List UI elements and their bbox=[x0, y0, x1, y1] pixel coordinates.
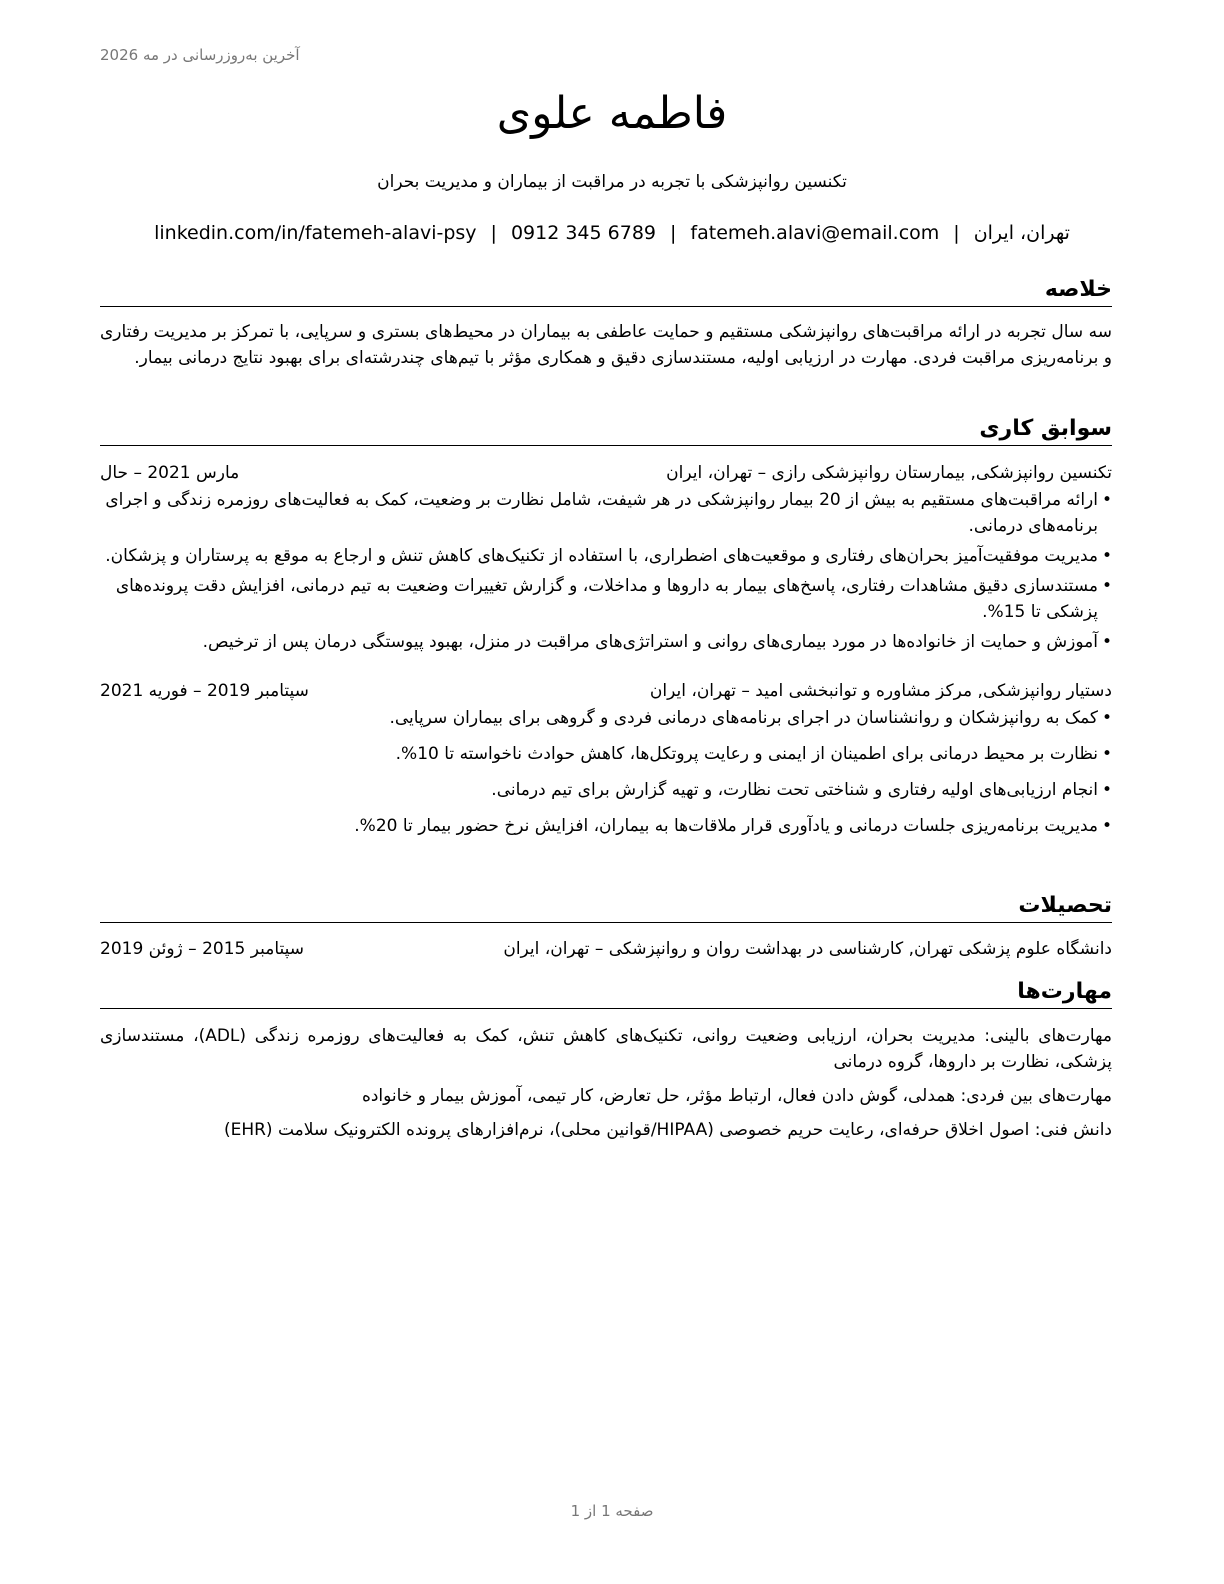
job-bullets bbox=[100, 705, 1112, 839]
skill-line: مهارت‌های بالینی: مدیریت بحران، ارزیابی وضعیت روانی، تکنیک‌های کاهش تنش، کمک به فعالیت‌های روزمره زندگی (ADL)، مستندسازی پزشکی، نظارت بر داروها، گروه درمانی bbox=[100, 1026, 1112, 1072]
skill-line: مهارت‌های بین فردی: همدلی، گوش دادن فعال، ارتباط مؤثر، حل تعارض، کار تیمی، آموزش بیمار و خانواده bbox=[361, 1086, 1112, 1106]
job-bullet: • کمک به روانپزشکان و روانشناسان در اجرای برنامه‌های درمانی فردی و گروهی برای بیماران سرپایی. bbox=[100, 705, 1112, 731]
contact-separator: | bbox=[670, 222, 677, 244]
contact-email[interactable]: fatemeh.alavi@email.com bbox=[690, 222, 940, 244]
last-updated-note: آخرین به‌روزرسانی در مه 2026 bbox=[100, 46, 300, 64]
job-bullet: • مدیریت برنامه‌ریزی جلسات درمانی و یادآوری قرار ملاقات‌ها به بیماران، افزایش نرخ حضور بیمار تا 20%. bbox=[100, 813, 1112, 839]
education-section bbox=[100, 892, 1112, 963]
job-dates: سپتامبر 2019 – فوریه 2021 bbox=[100, 681, 309, 701]
skills-heading: مهارت‌ها bbox=[100, 978, 1112, 1009]
page-number: صفحه 1 از 1 bbox=[570, 1502, 654, 1520]
job-bullet: • انجام ارزیابی‌های اولیه رفتاری و شناختی تحت نظارت، و تهیه گزارش برای تیم درمانی. bbox=[100, 777, 1112, 803]
job-dates: مارس 2021 – حال bbox=[100, 463, 240, 483]
summary-section bbox=[100, 276, 1112, 371]
skills-list bbox=[100, 1023, 1112, 1143]
education-entry bbox=[100, 935, 1112, 963]
experience-heading: سوابق کاری bbox=[100, 415, 1112, 446]
contact-linkedin[interactable]: linkedin.com/in/fatemeh-alavi-psy bbox=[154, 222, 477, 244]
education-dates: سپتامبر 2015 – ژوئن 2019 bbox=[100, 939, 305, 959]
skill-line: دانش فنی: اصول اخلاق حرفه‌ای، رعایت حریم خصوصی (HIPAA/قوانین محلی)، نرم‌افزارهای پرونده الکترونیک سلامت (EHR) bbox=[223, 1120, 1112, 1140]
contact-separator: | bbox=[490, 222, 497, 244]
skills-section bbox=[100, 978, 1112, 1151]
experience-section bbox=[100, 415, 1112, 849]
job-header bbox=[100, 459, 1112, 487]
job-entry bbox=[100, 459, 1112, 655]
education-heading: تحصیلات bbox=[100, 892, 1112, 923]
job-bullet: • آموزش و حمایت از خانواده‌ها در مورد بیماری‌های روانی و استراتژی‌های مراقبت در منزل، بهبود پیوستگی درمان پس از ترخیص. bbox=[100, 629, 1112, 655]
job-bullet: • مستندسازی دقیق مشاهدات رفتاری، پاسخ‌های بیمار به داروها و مداخلات، و گزارش تغییرات وضعیت به تیم درمانی، افزایش دقت پرونده‌های پزشکی تا 15%. bbox=[100, 573, 1112, 625]
job-bullet: • مدیریت موفقیت‌آمیز بحران‌های رفتاری و موقعیت‌های اضطراری، با استفاده از تکنیک‌های کاهش تنش و ارجاع به موقع به پرستاران و پزشکان. bbox=[100, 543, 1112, 569]
summary-heading: خلاصه bbox=[100, 276, 1112, 307]
contact-location: تهران، ایران bbox=[973, 222, 1070, 244]
job-entry bbox=[100, 677, 1112, 839]
education-title: دانشگاه علوم پزشکی تهران, کارشناسی در بهداشت روان و روانپزشکی – تهران، ایران bbox=[503, 939, 1112, 959]
job-title: دستیار روانپزشکی, مرکز مشاوره و توانبخشی امید – تهران، ایران bbox=[649, 681, 1112, 701]
contact-line bbox=[0, 222, 1224, 244]
candidate-name: فاطمه علوی bbox=[496, 88, 728, 139]
contact-separator: | bbox=[953, 222, 960, 244]
contact-phone[interactable]: 0912 345 6789 bbox=[510, 222, 657, 244]
job-bullet: • ارائه مراقبت‌های مستقیم به بیش از 20 بیمار روانپزشکی در هر شیفت، شامل نظارت بر وضعیت، کمک به فعالیت‌های روزمره زندگی و اجرای برنامه‌های درمانی. bbox=[100, 487, 1112, 539]
job-bullets bbox=[100, 487, 1112, 655]
job-bullet: • نظارت بر محیط درمانی برای اطمینان از ایمنی و رعایت پروتکل‌ها، کاهش حوادث ناخواسته تا 10%. bbox=[100, 741, 1112, 767]
job-title: تکنسین روانپزشکی, بیمارستان روانپزشکی رازی – تهران، ایران bbox=[666, 463, 1112, 483]
candidate-tagline: تکنسین روانپزشکی با تجربه در مراقبت از بیماران و مدیریت بحران bbox=[377, 172, 847, 192]
summary-text: سه سال تجربه در ارائه مراقبت‌های روانپزشکی مستقیم و حمایت عاطفی به بیماران در محیط‌های بستری و سرپایی، با تمرکز بر مدیریت رفتاری و برنامه‌ریزی مراقبت فردی. مهارت در ارزیابی اولیه، مستندسازی دقیق و همکاری مؤثر با تیم‌های چندرشته‌ای برای بهبود نتایج درمانی بیمار. bbox=[100, 322, 1112, 368]
job-header bbox=[100, 677, 1112, 705]
